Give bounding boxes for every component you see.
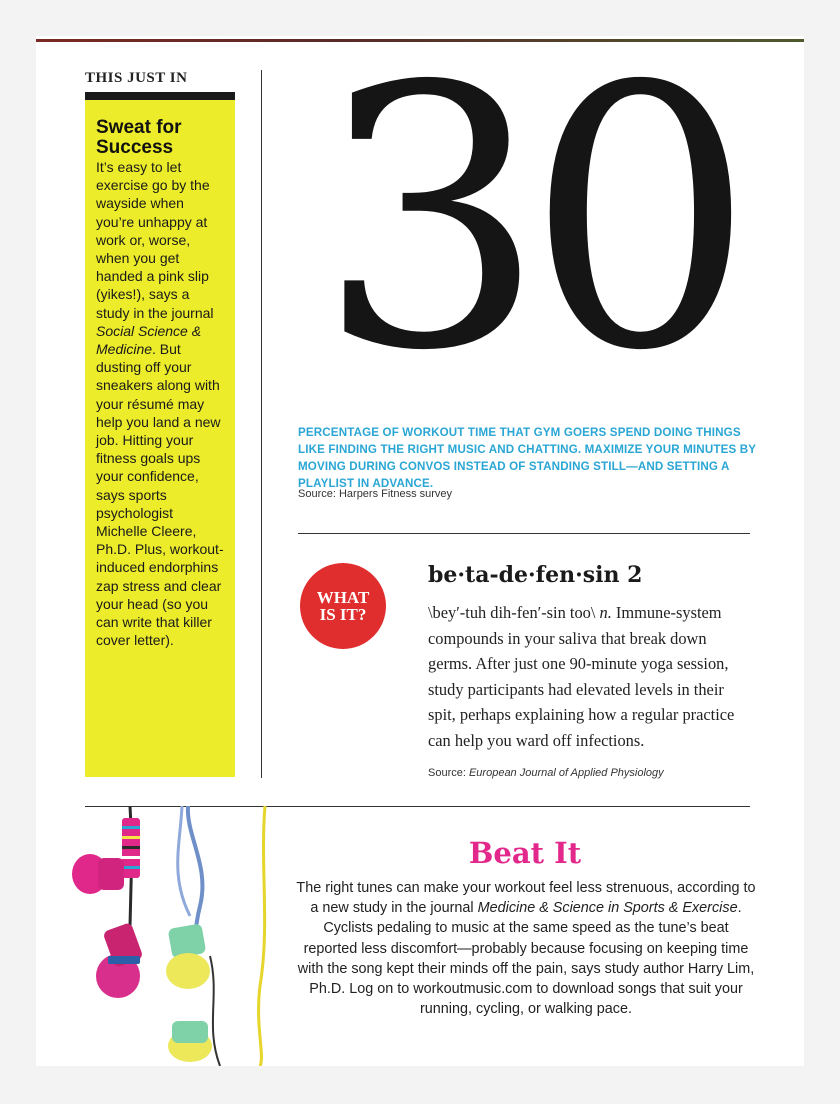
section-kicker: THIS JUST IN [85,70,188,86]
sidebar-body-part2: . But dusting off your sneakers along with your résumé may help you land a new job. Hitting your fitness goals ups your confidence, says sports psychologist Michelle Cleere, Ph.D. Plus, workout-induced endorphins zap stress and clear your head (so you can write that killer cover letter). [96,341,224,649]
stat-source: Source: Harpers Fitness survey [298,488,453,500]
definition-word: be·ta-de·fen·sin 2 [428,562,643,588]
definition-source-label: Source: [428,767,469,779]
definition-text: Immune-system compounds in your saliva that break down germs. After just one 90-minute yoga session, study participants had elevated levels in their spit, perhaps explaining how a regular practice can help you ward off infections. [428,603,735,750]
big-stat-number: 30 [316,10,736,429]
earbuds-illustration [60,806,280,1066]
sidebar-journal: Social Science & Medicine [96,322,202,358]
beat-it-title: Beat It [468,836,582,870]
vertical-divider [261,70,262,778]
definition-body [428,600,752,753]
beat-it-body-part2: . Cyclists pedaling to music at the same speed as the tune’s beat reported less discomfort—probably because focusing on keeping time with the song kept their minds off the pain, says study author Harry Lim, Ph.D. Log on to workoutmusic.com to download songs that suit your running, cycling, or walking pace. [297,900,755,1018]
sidebar-title [96,118,225,158]
kicker-bar [85,92,235,100]
sidebar-body [96,158,225,649]
sidebar-box [85,100,235,777]
sidebar-body-part1: It’s easy to let exercise go by the wayside when you’re unhappy at work or, worse, when you get handed a pink slip (yikes!), says a study in the journal [96,159,214,321]
beat-it-body-part1: The right tunes can make your workout feel less strenuous, according to a new study in the journal [296,880,756,917]
divider-mid [298,533,750,534]
beat-it-journal: Medicine & Science in Sports & Exercise [477,900,738,917]
stat-caption: PERCENTAGE OF WORKOUT TIME THAT GYM GOERS SPEND DOING THINGS LIKE FINDING THE RIGHT MUSIC AND CHATTING. MAXIMIZE YOUR MINUTES BY MOVING DURING CONVOS INSTEAD OF STANDING STILL—AND SETTING A PLAYLIST IN ADVANCE. [298,426,756,490]
badge-line1: WHAT [316,588,370,607]
definition-source [428,767,664,779]
badge-line2: IS IT? [319,605,367,624]
part-of-speech: n. [599,603,612,622]
pronunciation: \bey′-tuh dih-fen′-sin too\ [428,603,600,622]
sidebar-title-line2: Success [96,137,174,158]
what-is-it-badge [300,563,386,649]
beat-it-body [296,878,756,1019]
sidebar-title-line1: Sweat for [96,117,182,138]
definition-source-journal: European Journal of Applied Physiology [468,767,664,779]
